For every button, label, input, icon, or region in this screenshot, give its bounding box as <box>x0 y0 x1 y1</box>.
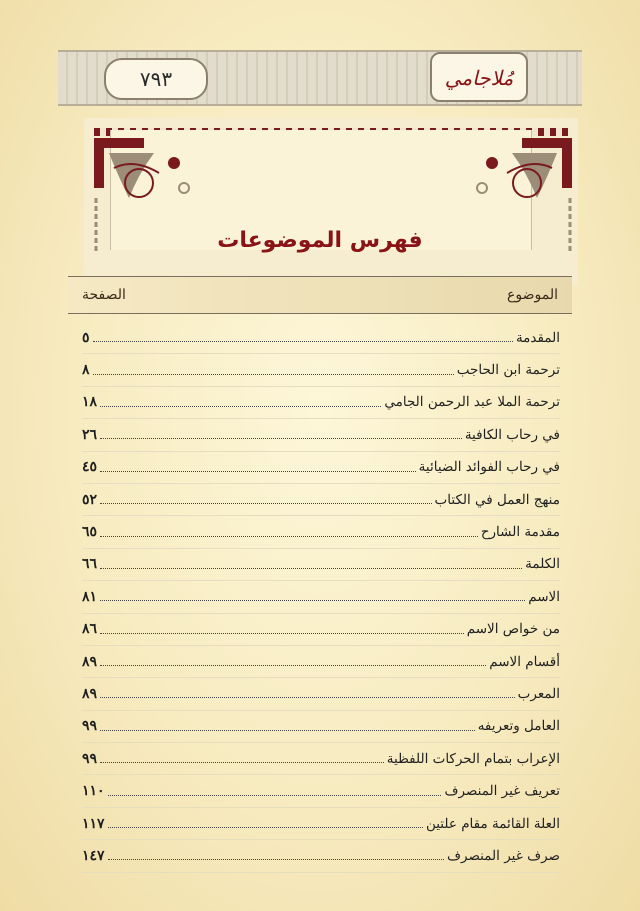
dot-leader <box>100 568 522 569</box>
toc-entry-title: أقسام الاسم <box>489 653 560 670</box>
dot-leader <box>100 438 462 439</box>
toc-entry-page: ١٨ <box>82 394 98 411</box>
page-number-text: ٧٩٣ <box>139 67 173 91</box>
toc-row[interactable] <box>82 516 560 548</box>
toc-entry-page: ٦٦ <box>82 556 98 573</box>
toc-entry-title: الكلمة <box>525 556 560 573</box>
toc-entry-page: ١٤٧ <box>82 847 105 864</box>
dot-leader <box>100 406 381 407</box>
dot-leader <box>100 471 416 472</box>
toc-entry-title: الاسم <box>528 588 560 605</box>
toc-row[interactable] <box>82 322 560 354</box>
toc-entry-title: تعريف غير المنصرف <box>444 783 560 800</box>
toc-entry-page: ٩٩ <box>82 718 98 735</box>
toc-row[interactable] <box>82 711 560 743</box>
toc-entry-title: ترحمة ابن الحاجب <box>456 362 560 379</box>
toc-list <box>82 322 560 873</box>
toc-row[interactable] <box>82 354 560 386</box>
toc-entry-page: ٦٥ <box>82 524 98 541</box>
toc-row[interactable] <box>82 419 560 451</box>
dot-leader <box>100 536 478 537</box>
toc-entry-page: ١١٠ <box>82 783 105 800</box>
toc-entry-title: في رحاب الكافية <box>464 426 560 443</box>
toc-row[interactable] <box>82 581 560 613</box>
svg-text:مُلاجامي: مُلاجامي <box>444 66 514 90</box>
toc-row[interactable] <box>82 452 560 484</box>
toc-entry-title: العامل وتعريفه <box>477 718 560 735</box>
toc-row[interactable] <box>82 775 560 807</box>
column-topic-label: الموضوع <box>507 287 558 303</box>
toc-row[interactable] <box>82 646 560 678</box>
toc-entry-title: منهج العمل في الكتاب <box>434 491 560 508</box>
toc-entry-page: ٩٩ <box>82 750 98 767</box>
dot-leader <box>100 503 432 504</box>
book-logo <box>430 52 528 102</box>
dot-leader <box>108 795 442 796</box>
toc-entry-page: ١١٧ <box>82 815 105 832</box>
toc-entry-title: العلة القائمة مقام علتين <box>425 815 560 832</box>
toc-entry-page: ٢٦ <box>82 426 98 443</box>
page-number <box>104 58 208 100</box>
dot-leader <box>100 730 475 731</box>
page-title: فهرس الموضوعات <box>217 228 423 253</box>
toc-row[interactable] <box>82 614 560 646</box>
column-page-label: الصفحة <box>82 287 126 303</box>
dot-leader <box>100 762 384 763</box>
dot-leader <box>100 697 515 698</box>
toc-entry-title: المقدمة <box>515 329 560 346</box>
toc-entry-title: صرف غير المنصرف <box>447 847 560 864</box>
toc-entry-title: في رحاب الفوائد الضيائية <box>418 459 560 476</box>
toc-entry-title: مقدمة الشارح <box>480 524 560 541</box>
toc-entry-page: ٨٩ <box>82 685 98 702</box>
toc-row[interactable] <box>82 743 560 775</box>
dot-leader <box>93 374 454 375</box>
toc-entry-title: المعرب <box>517 685 560 702</box>
toc-entry-page: ٥ <box>82 329 90 346</box>
toc-entry-page: ٨٩ <box>82 653 98 670</box>
toc-row[interactable] <box>82 549 560 581</box>
toc-column-header <box>68 276 572 314</box>
toc-row[interactable] <box>82 678 560 710</box>
toc-entry-title: من خواص الاسم <box>466 621 560 638</box>
toc-entry-page: ٤٥ <box>82 459 98 476</box>
toc-entry-page: ٨ <box>82 362 90 379</box>
dot-leader <box>100 665 486 666</box>
toc-entry-page: ٥٢ <box>82 491 98 508</box>
dot-leader <box>108 859 444 860</box>
dot-leader <box>100 633 464 634</box>
dot-leader <box>108 827 423 828</box>
toc-entry-page: ٨٦ <box>82 621 98 638</box>
toc-entry-title: ترحمة الملا عبد الرحمن الجامي <box>384 394 560 411</box>
toc-entry-title: الإعراب بتمام الحركات اللفظية <box>386 750 560 767</box>
toc-entry-page: ٨١ <box>82 588 98 605</box>
toc-row[interactable] <box>82 840 560 872</box>
toc-row[interactable] <box>82 484 560 516</box>
calligraphy-logo-icon <box>436 57 522 97</box>
toc-row[interactable] <box>82 387 560 419</box>
dot-leader <box>93 341 513 342</box>
dot-leader <box>100 600 525 601</box>
toc-row[interactable] <box>82 808 560 840</box>
